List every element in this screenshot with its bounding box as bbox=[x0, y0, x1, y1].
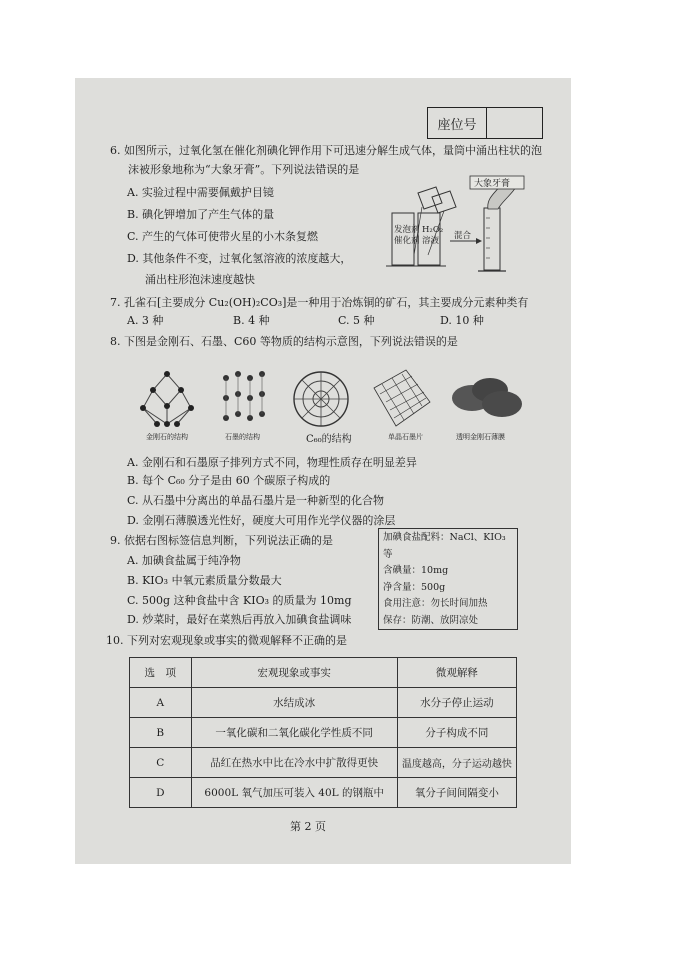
q8-option-d: D. 金刚石薄膜透光性好，硬度大可用作光学仪器的涂层 bbox=[127, 514, 396, 527]
cell-explanation: 温度越高，分子运动越快 bbox=[397, 748, 516, 778]
q6-stem-line1: 6. 如图所示，过氧化氢在催化剂碘化钾作用下可迅速分解生成气体，量筒中涌出柱状的泡 bbox=[110, 144, 542, 157]
q7-option-c: C. 5 种 bbox=[338, 314, 375, 327]
c60-structure-icon bbox=[290, 368, 352, 430]
q8-stem: 8. 下图是金刚石、石墨、C60 等物质的结构示意图，下列说法错误的是 bbox=[110, 335, 458, 348]
q6-option-c: C. 产生的气体可使带火星的小木条复燃 bbox=[127, 230, 319, 243]
table-row bbox=[130, 778, 517, 808]
fig-label-solution: 溶液 bbox=[422, 236, 440, 246]
q9-option-a: A. 加碘食盐属于纯净物 bbox=[127, 554, 241, 567]
salt-label-line: 保存：防潮、放阴凉处 bbox=[383, 614, 479, 626]
cell-explanation: 分子构成不同 bbox=[397, 718, 516, 748]
salt-label-line: 食用注意：勿长时间加热 bbox=[383, 598, 488, 609]
fig-label-mix: 混合 bbox=[454, 231, 472, 241]
q6-option-a: A. 实验过程中需要佩戴护目镜 bbox=[127, 186, 274, 199]
cell-option: B bbox=[130, 718, 192, 748]
q6-option-d-line2: 涌出柱形泡沫速度越快 bbox=[145, 273, 255, 286]
q9-option-d: D. 炒菜时，最好在菜熟后再放入加碘食盐调味 bbox=[127, 613, 352, 626]
cell-explanation: 水分子停止运动 bbox=[397, 688, 516, 718]
salt-label-line: 净含量：500g bbox=[383, 581, 446, 593]
q6-option-b: B. 碘化钾增加了产生气体的量 bbox=[127, 208, 275, 221]
q9-option-b: B. KIO₃ 中氧元素质量分数最大 bbox=[127, 574, 282, 587]
cell-phenomenon: 6000L 氧气加压可装入 40L 的钢瓶中 bbox=[191, 778, 397, 808]
seat-number-box bbox=[427, 107, 543, 139]
graphite-structure-icon bbox=[218, 368, 270, 430]
carbon-structures-figure bbox=[130, 368, 530, 453]
table-row bbox=[130, 748, 517, 778]
salt-label-line: 加碘食盐配料：NaCl、KIO₃ 等 bbox=[383, 532, 506, 560]
fig-label-h2o2: H₂O₂ bbox=[422, 225, 444, 235]
caption-diamond-film: 透明金刚石薄膜 bbox=[456, 433, 505, 441]
q10-stem: 10. 下列对宏观现象或事实的微观解释不正确的是 bbox=[106, 634, 347, 647]
q8-option-a: A. 金刚石和石墨原子排列方式不同，物理性质存在明显差异 bbox=[127, 456, 417, 469]
table-header-row bbox=[130, 658, 517, 688]
table-row bbox=[130, 688, 517, 718]
cell-explanation: 氧分子间间隔变小 bbox=[397, 778, 516, 808]
q8-option-c: C. 从石墨中分离出的单晶石墨片是一种新型的化合物 bbox=[127, 494, 385, 507]
caption-graphene: 单晶石墨片 bbox=[388, 433, 423, 441]
cell-phenomenon: 一氧化碳和二氧化碳化学性质不同 bbox=[191, 718, 397, 748]
page-number: 第 2 页 bbox=[290, 820, 326, 833]
caption-c60: C₆₀的结构 bbox=[306, 434, 352, 445]
q6-option-d-line1: D. 其他条件不变，过氧化氢溶液的浓度越大， bbox=[127, 252, 352, 265]
cell-phenomenon: 品红在热水中比在冷水中扩散得更快 bbox=[191, 748, 397, 778]
q6-stem-line2: 沫被形象地称为“大象牙膏”。下列说法错误的是 bbox=[128, 163, 360, 176]
q8-option-b: B. 每个 C₆₀ 分子是由 60 个碳原子构成的 bbox=[127, 474, 331, 487]
col-header-phenomenon: 宏观现象或事实 bbox=[191, 658, 397, 688]
q7-stem: 7. 孔雀石[主要成分 Cu₂(OH)₂CO₃]是一种用于冶炼铜的矿石，其主要成分元素种类有 bbox=[110, 296, 529, 309]
elephant-toothpaste-figure bbox=[378, 173, 528, 278]
cell-option: D bbox=[130, 778, 192, 808]
cell-phenomenon: 水结成冰 bbox=[191, 688, 397, 718]
q7-option-a: A. 3 种 bbox=[127, 314, 164, 327]
graphene-sheet-icon bbox=[366, 368, 436, 430]
fig-label-foaming-agent: 发泡剂 bbox=[394, 225, 420, 235]
salt-label-box bbox=[378, 528, 518, 630]
diamond-structure-icon bbox=[135, 368, 200, 430]
caption-graphite: 石墨的结构 bbox=[225, 433, 260, 441]
fig-title-elephant-toothpaste: 大象牙膏 bbox=[474, 179, 511, 189]
q9-stem: 9. 依据右图标签信息判断，下列说法正确的是 bbox=[110, 534, 333, 547]
col-header-option: 选 项 bbox=[130, 658, 192, 688]
caption-diamond: 金刚石的结构 bbox=[146, 433, 188, 441]
q10-table bbox=[129, 657, 517, 808]
seat-number-label: 座位号 bbox=[428, 108, 487, 138]
table-row bbox=[130, 718, 517, 748]
fig-label-catalyst: 催化剂 bbox=[394, 236, 420, 246]
q7-option-d: D. 10 种 bbox=[440, 314, 484, 327]
q9-option-c: C. 500g 这种食盐中含 KIO₃ 的质量为 10mg bbox=[127, 594, 352, 607]
col-header-explanation: 微观解释 bbox=[397, 658, 516, 688]
cell-option: A bbox=[130, 688, 192, 718]
q7-option-b: B. 4 种 bbox=[233, 314, 270, 327]
diamond-film-icon bbox=[446, 368, 526, 430]
cell-option: C bbox=[130, 748, 192, 778]
salt-label-line: 含碘量：10mg bbox=[383, 565, 449, 576]
